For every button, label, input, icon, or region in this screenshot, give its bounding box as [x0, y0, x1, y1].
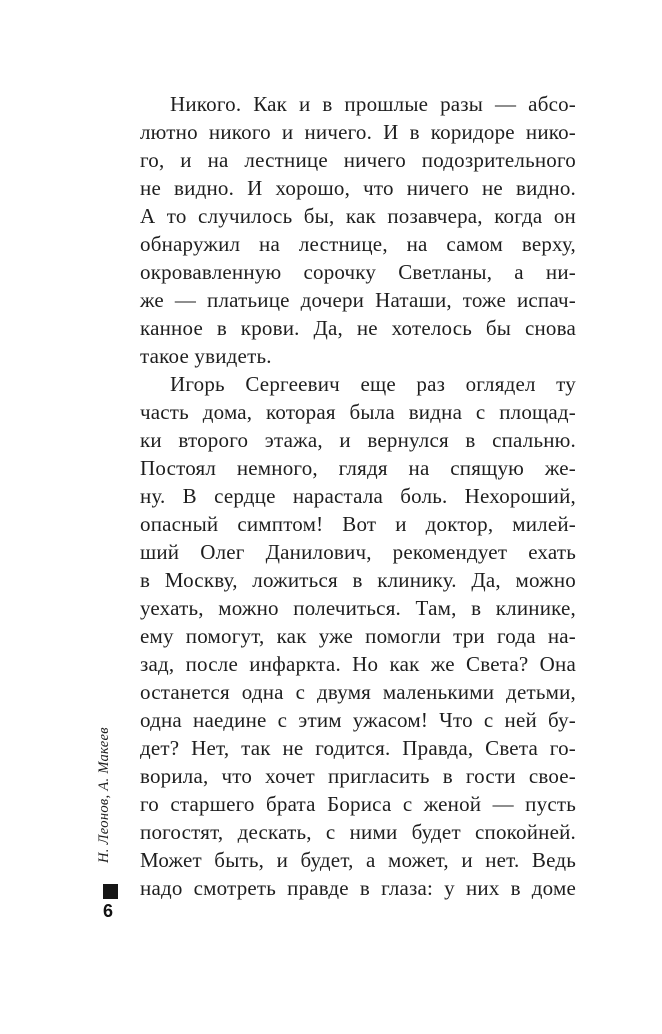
- text-line: обнаружил на лестнице, на самом верху,: [140, 232, 576, 256]
- text-line: уехать, можно полечиться. Там, в клинике,: [140, 596, 576, 620]
- text-line: Может быть, и будет, а может, и нет. Ведь: [140, 848, 576, 872]
- text-line: ворила, что хочет пригласить в гости свое-: [140, 764, 576, 788]
- text-line: А то случилось бы, как позавчера, когда он: [140, 204, 576, 228]
- text-line: го старшего брата Бориса с женой — пусть: [140, 792, 576, 816]
- text-line: такое увидеть.: [140, 344, 272, 368]
- text-line: же — платьице дочери Наташи, тоже испач-: [140, 288, 576, 312]
- text-line: погостят, дескать, с ними будет спокойней.: [140, 820, 576, 844]
- text-line: не видно. И хорошо, что ничего не видно.: [140, 176, 576, 200]
- sidebar-authors-vertical-label: Н. Леонов, А. Макеев: [96, 727, 112, 863]
- text-line: Постоял немного, глядя на спящую же-: [140, 456, 576, 480]
- text-line: окровавленную сорочку Светланы, а ни-: [140, 260, 576, 284]
- text-line: ший Олег Данилович, рекомендует ехать: [140, 540, 576, 564]
- text-line: зад, после инфаркта. Но как же Света? Она: [140, 652, 576, 676]
- page-text: [140, 90, 576, 902]
- text-line: канное в крови. Да, не хотелось бы снова: [140, 316, 576, 340]
- black-square-marker: [103, 884, 118, 899]
- text-line: одна наедине с этим ужасом! Что с ней бу-: [140, 708, 576, 732]
- text-line: надо смотреть правде в глаза: у них в доме: [140, 876, 576, 900]
- text-line: Игорь Сергеевич еще раз оглядел ту: [170, 372, 576, 396]
- text-line: лютно никого и ничего. И в коридоре нико-: [140, 120, 576, 144]
- text-line: останется одна с двумя маленькими детьми,: [140, 680, 576, 704]
- text-line: ему помогут, как уже помогли три года на-: [140, 624, 576, 648]
- text-line: ки второго этажа, и вернулся в спальню.: [140, 428, 576, 452]
- text-line: дет? Нет, так не годится. Правда, Света го-: [140, 736, 576, 760]
- text-line: ну. В сердце нарастала боль. Нехороший,: [140, 484, 576, 508]
- page-number: 6: [103, 901, 114, 921]
- text-line: опасный симптом! Вот и доктор, милей-: [140, 512, 576, 536]
- text-line: Никого. Как и в прошлые разы — абсо-: [170, 92, 576, 116]
- text-line: часть дома, которая была видна с площад-: [140, 400, 576, 424]
- text-line: в Москву, ложиться в клинику. Да, можно: [140, 568, 576, 592]
- text-line: го, и на лестнице ничего подозрительного: [140, 148, 576, 172]
